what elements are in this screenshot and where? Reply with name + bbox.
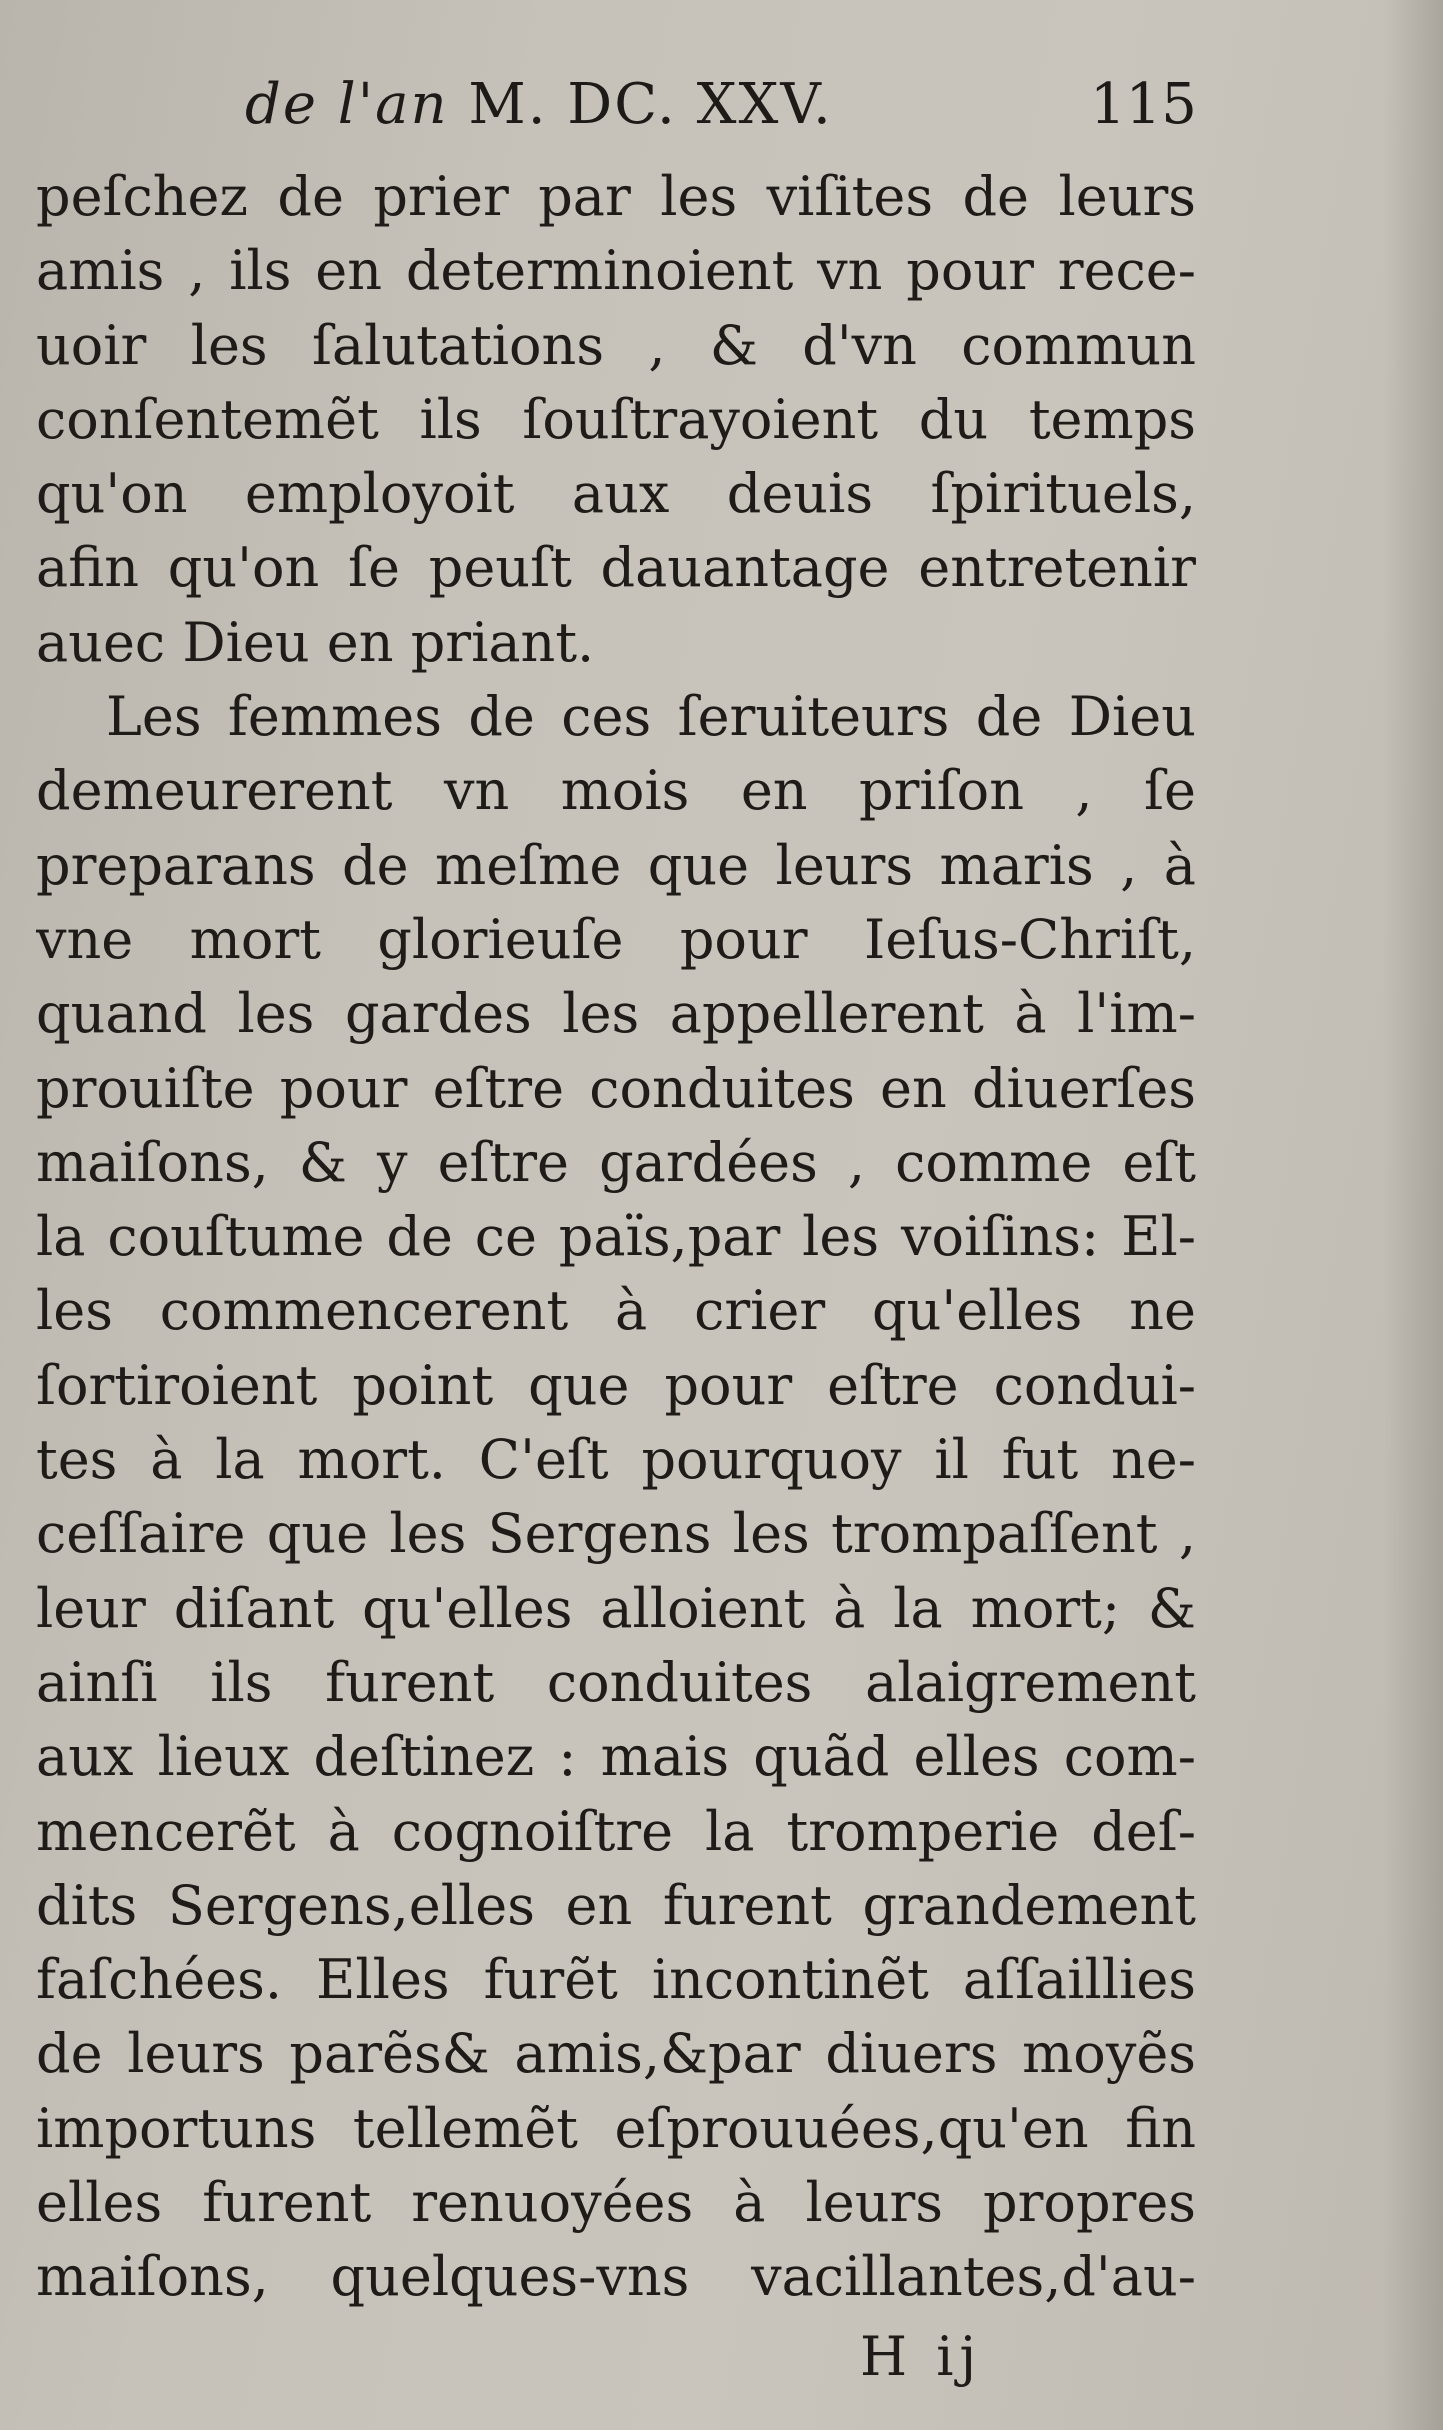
text-line: Les femmes de ces ſeruiteurs de Dieu	[106, 685, 1196, 749]
running-head-year: M. DC. XXV.	[448, 72, 833, 137]
text-line: la couſtume de ce païs,par les voiſins: El-	[36, 1205, 1196, 1269]
text-line: elles furent renuoyées à leurs propres	[36, 2171, 1196, 2235]
text-line: vne mort glorieuſe pour Ieſus-Chriſt,	[36, 907, 1196, 971]
text-line: de leurs parẽs& amis,&par diuers moyẽs	[36, 2022, 1196, 2086]
paragraph-1	[36, 160, 1196, 680]
text-line: qu'on employoit aux deuis ſpirituels,	[36, 462, 1196, 526]
text-line: faſchées. Elles furẽt incontinẽt aſſaillies	[36, 1948, 1196, 2012]
text-line: maiſons, quelques-vns vacillantes,d'au-	[36, 2245, 1196, 2309]
body-text	[36, 160, 1196, 2315]
text-line: ceſſaire que les Sergens les trompaſſent ,	[36, 1502, 1196, 1566]
text-line: peſchez de prier par les viſites de leurs	[36, 165, 1196, 228]
text-line: ainſi ils furent conduites alaigrement	[36, 1650, 1196, 1714]
page-number: 115	[1090, 72, 1197, 137]
running-head-title	[245, 72, 833, 137]
text-line: conſentemẽt ils ſouſtrayoient du temps	[36, 387, 1196, 451]
text-line: afin qu'on ſe peuſt dauantage entretenir	[36, 536, 1196, 600]
text-line: mencerẽt à cognoiſtre la tromperie deſ-	[36, 1799, 1196, 1863]
text-line: leur diſant qu'elles alloient à la mort; &	[36, 1576, 1196, 1640]
text-line: auec Dieu en priant.	[36, 610, 595, 674]
text-line: ſortiroient point que pour eſtre condui-	[36, 1353, 1196, 1417]
text-line: aux lieux deſtinez : mais quãd elles com-	[36, 1725, 1196, 1789]
running-head-italic: de l'an	[245, 72, 449, 137]
text-line: importuns tellemẽt eſprouuées,qu'en fin	[36, 2096, 1196, 2160]
page-edge-shadow	[1383, 0, 1443, 2430]
text-line: tes à la mort. C'eſt pourquoy il fut ne-	[36, 1428, 1196, 1492]
text-line: prouiſte pour eſtre conduites en diuerſes	[36, 1056, 1196, 1120]
text-line: dits Sergens,elles en furent grandement	[36, 1873, 1196, 1937]
text-line: quand les gardes les appellerent à l'im-	[36, 982, 1196, 1046]
signature-mark: H ij	[860, 2325, 983, 2388]
text-line: uoir les ſalutations , & d'vn commun	[36, 313, 1196, 377]
text-line: maiſons, & y eſtre gardées , comme eſt	[36, 1130, 1196, 1194]
paragraph-2	[36, 680, 1196, 2315]
text-line: les commencerent à crier qu'elles ne	[36, 1279, 1196, 1343]
text-line: preparans de meſme que leurs maris , à	[36, 833, 1196, 897]
text-line: amis , ils en determinoient vn pour rece-	[36, 239, 1196, 303]
text-line: demeurerent vn mois en priſon , ſe	[36, 759, 1196, 823]
running-head	[245, 72, 1195, 152]
